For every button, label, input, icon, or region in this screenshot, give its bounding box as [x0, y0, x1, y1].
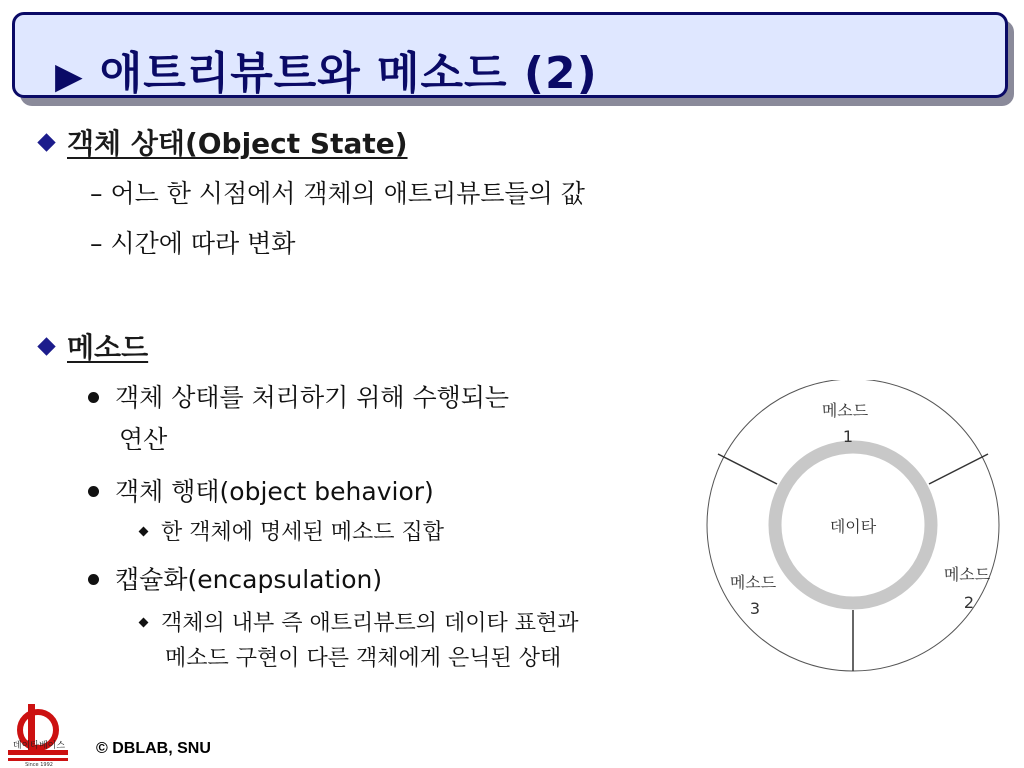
slide-title-text: 애트리뷰트와 메소드 (2) [99, 48, 598, 99]
heading-text: 메소드 [67, 331, 149, 364]
logo-subtext: Since 1992 [25, 762, 53, 768]
logo-text: 데이타베이스 [12, 741, 66, 751]
method-3-number: 3 [749, 599, 761, 618]
list-item-text: 시간에 따라 변화 [110, 229, 296, 258]
sub-list-item [140, 606, 579, 637]
diamond-bullet-icon [37, 337, 55, 355]
list-item [88, 472, 434, 508]
sub-list-item-text: 한 객체에 명세된 메소드 집합 [161, 520, 444, 545]
dblab-logo [0, 700, 78, 768]
dot-bullet-icon [88, 392, 99, 403]
list-item [90, 174, 585, 210]
small-diamond-bullet-icon [139, 618, 149, 628]
play-arrow-icon: ▶ [55, 56, 84, 97]
sub-list-item [140, 515, 444, 546]
method-2-label: 메소드 [943, 565, 991, 584]
list-item-text: 어느 한 시점에서 객체의 애트리뷰트들의 값 [110, 179, 585, 208]
diamond-bullet-icon [37, 133, 55, 151]
dash-bullet: – [90, 229, 103, 258]
list-item [88, 378, 509, 414]
list-item-text: 객체 행태(object behavior) [115, 477, 434, 506]
list-item-text: 객체 상태를 처리하기 위해 수행되는 [115, 383, 510, 412]
list-item-text: 캡슐화(encapsulation) [115, 565, 383, 594]
dot-bullet-icon [88, 574, 99, 585]
dash-bullet: – [90, 179, 103, 208]
method-3-label: 메소드 [729, 573, 777, 592]
heading-text: 객체 상태(Object State) [67, 127, 408, 160]
title-box [12, 12, 1008, 98]
section-object-state-heading [40, 122, 408, 162]
list-item [88, 560, 382, 596]
divider-line [718, 454, 777, 484]
small-diamond-bullet-icon [139, 527, 149, 537]
divider-line [929, 454, 988, 484]
list-item-continuation: 연산 [119, 425, 168, 454]
footer-copyright: © DBLAB, SNU [96, 740, 211, 757]
section-method-heading [40, 326, 148, 366]
sub-list-item-text: 객체의 내부 즉 애트리뷰트의 데이타 표현과 [161, 611, 579, 636]
method-1-number: 1 [842, 427, 854, 446]
dot-bullet-icon [88, 486, 99, 497]
encapsulation-diagram [690, 380, 1010, 680]
diagram-center-label: 데이타 [829, 517, 877, 536]
list-item [90, 224, 295, 260]
sub-list-item-continuation: 메소드 구현이 다른 객체에게 은닉된 상태 [165, 646, 562, 671]
method-2-number: 2 [963, 593, 975, 612]
slide-title [55, 37, 598, 101]
method-1-label: 메소드 [821, 401, 869, 420]
